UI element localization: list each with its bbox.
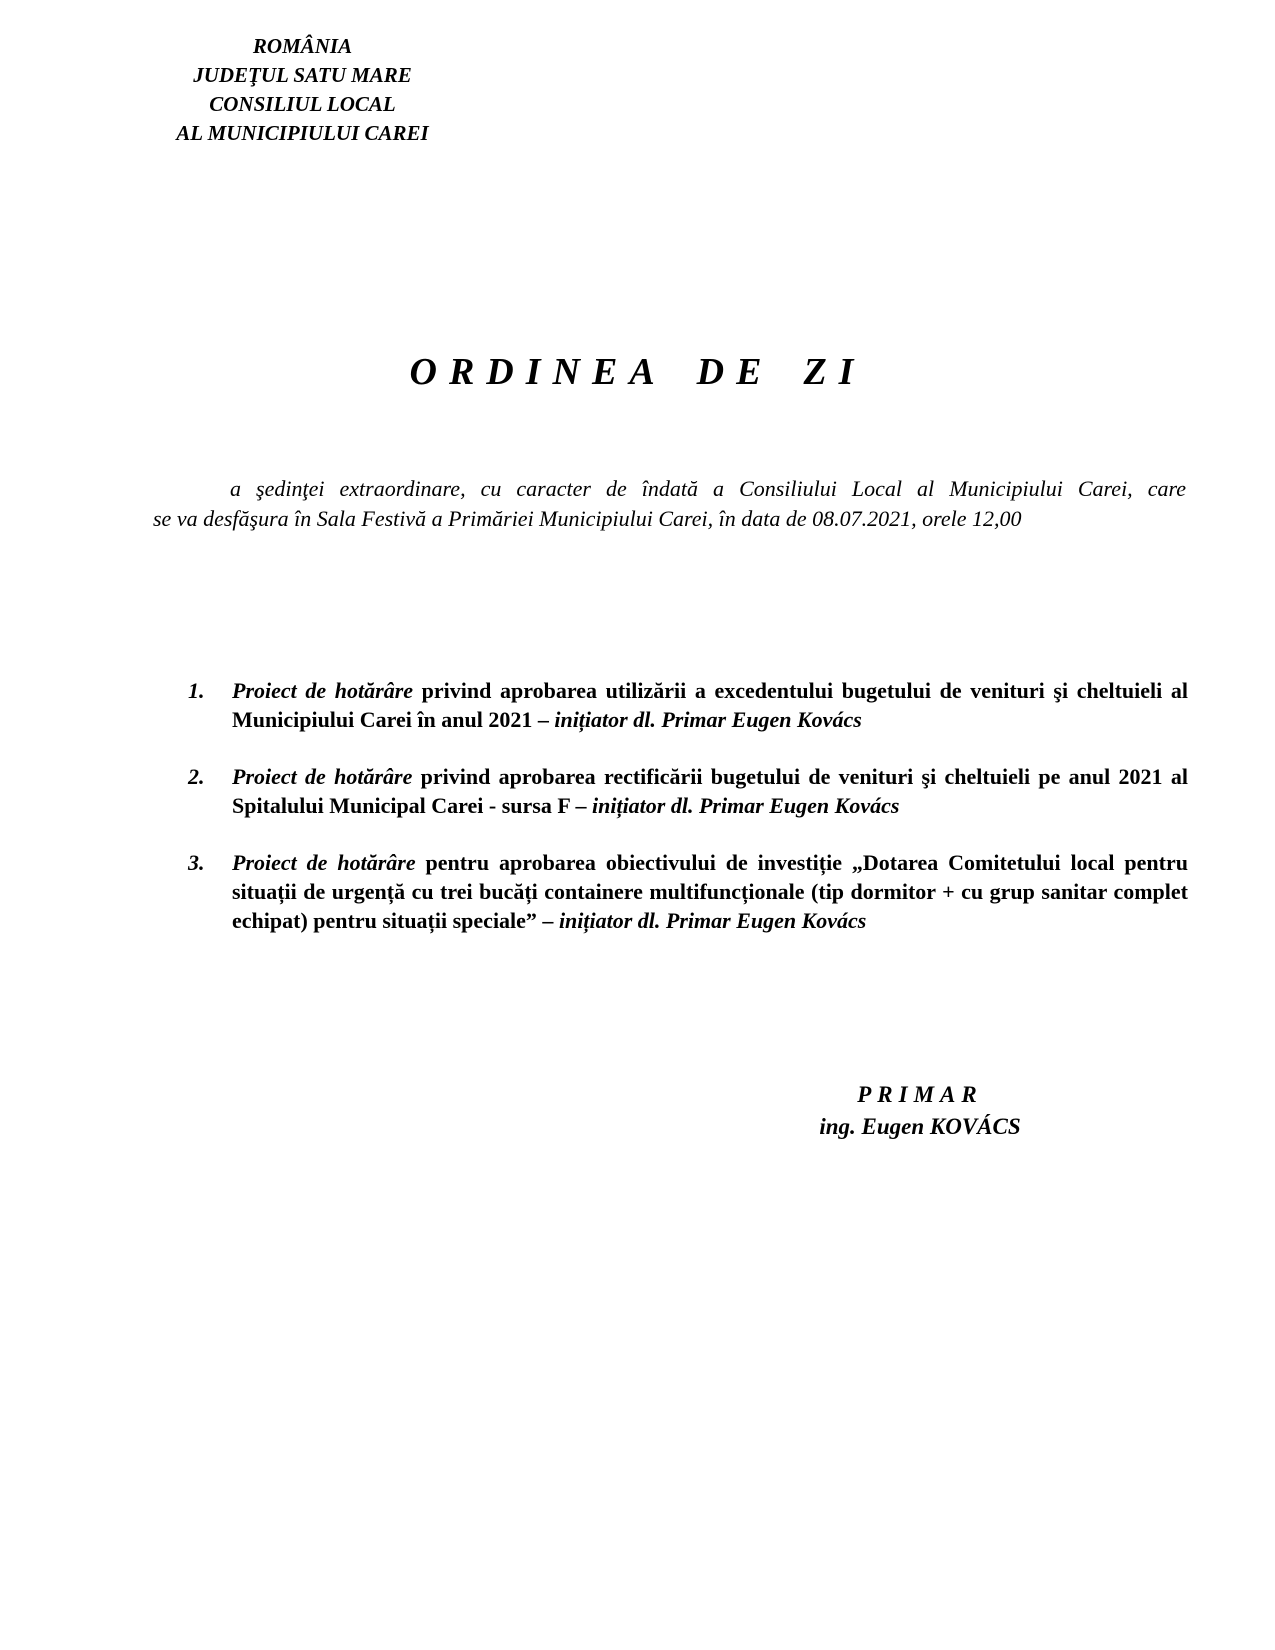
signature-name: ing. Eugen KOVÁCS	[819, 1114, 1021, 1139]
header-line-council: CONSILIUL LOCAL	[209, 92, 396, 116]
agenda-item-project: Proiect de hotărâre	[232, 850, 416, 875]
agenda-item-project: Proiect de hotărâre	[232, 678, 414, 703]
agenda-item	[188, 762, 1188, 820]
header-line-country: ROMÂNIA	[252, 34, 353, 58]
title-word-zi: ZI	[803, 351, 866, 393]
agenda-item	[188, 848, 1188, 935]
agenda-item-text: privind aprobarea rectificării bugetului de venituri şi cheltuieli pe anul 2021 al Spitalului Municipal Carei - sursa F –	[232, 764, 1188, 818]
agenda-item-project: Proiect de hotărâre	[232, 764, 413, 789]
agenda-item-initiator: inițiator dl. Primar Eugen Kovács	[554, 707, 862, 732]
signature-role: PRIMAR	[857, 1082, 983, 1107]
agenda-item-text: privind aprobarea utilizării a excedentului bugetului de venituri şi cheltuieli al Municipiului Carei în anul 2021 –	[232, 678, 1188, 732]
agenda-item-number: 2.	[188, 764, 205, 789]
agenda-item-initiator: inițiator dl. Primar Eugen Kovács	[558, 908, 867, 933]
agenda-item	[188, 676, 1188, 734]
institution-header	[150, 32, 455, 148]
agenda-list	[188, 676, 1188, 963]
agenda-item-number: 1.	[188, 678, 205, 703]
agenda-item-text: pentru aprobarea obiectivului de investiție „Dotarea Comitetului local pentru situații de urgență cu trei bucăți containere multifuncționale (tip dormitor + cu grup sanitar complet echipat) pentru situații speciale” –	[232, 850, 1188, 933]
agenda-item-initiator: inițiator dl. Primar Eugen Kovács	[592, 793, 900, 818]
meeting-description-line-1: a şedinţei extraordinare, cu caracter de îndată a Consiliului Local al Municipiului Carei, care	[230, 476, 1186, 501]
title-word-de: DE	[696, 351, 774, 393]
header-line-municipality: AL MUNICIPIULUI CAREI	[176, 121, 429, 145]
signature-block	[790, 1079, 1050, 1143]
header-line-county: JUDEŢUL SATU MARE	[193, 63, 412, 87]
document-title	[0, 350, 1275, 394]
meeting-description	[153, 474, 1186, 534]
agenda-item-number: 3.	[188, 850, 205, 875]
meeting-description-line-2: se va desfăşura în Sala Festivă a Primăriei Municipiului Carei, în data de 08.07.2021, orele 12,00	[153, 506, 1022, 531]
title-word-ordinea: ORDINEA	[409, 351, 667, 393]
